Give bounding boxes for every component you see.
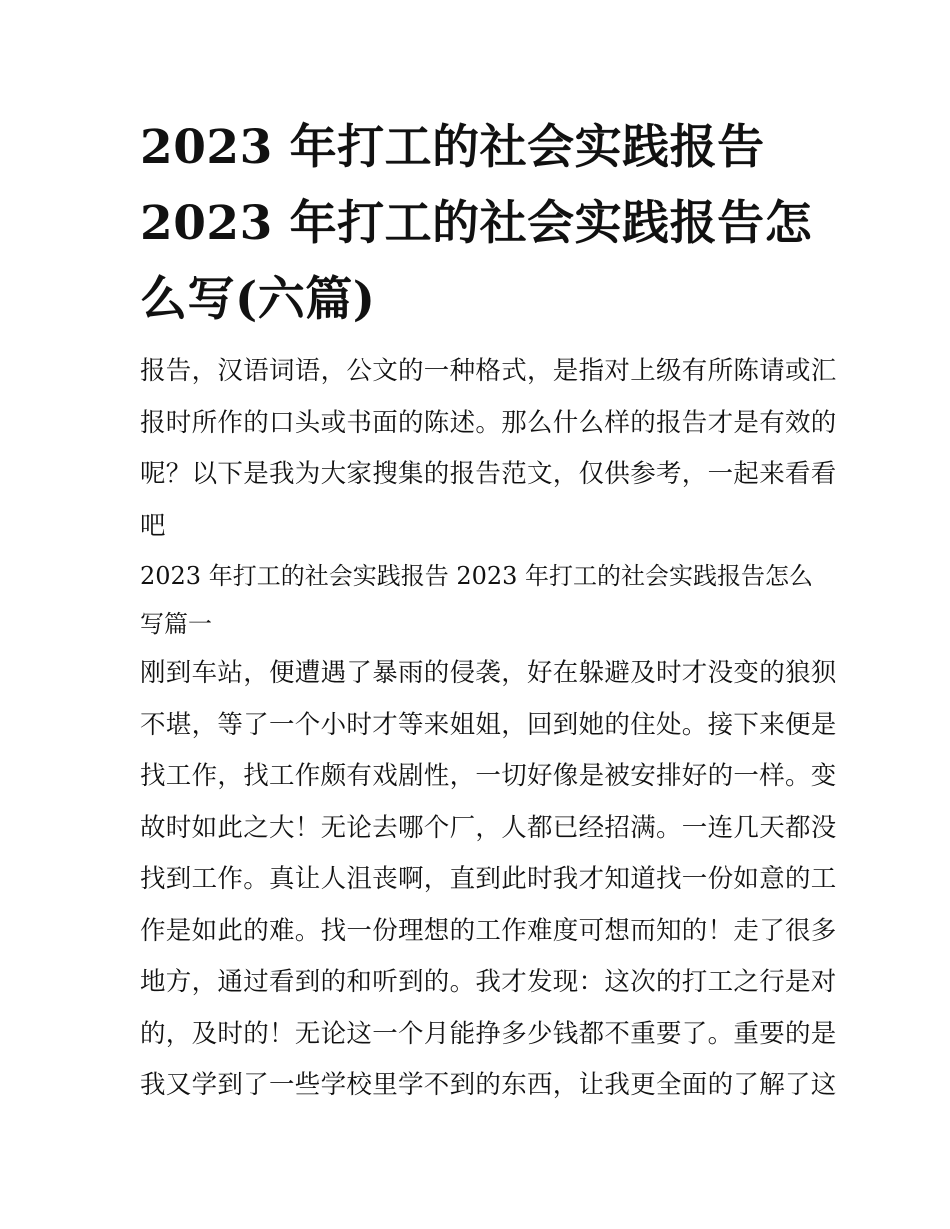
body-line: 找到工作。真让人沮丧啊，直到此时我才知道找一份如意的工 bbox=[140, 864, 837, 894]
title-line: 2023 年打工的社会实践报告 bbox=[140, 120, 765, 175]
body-paragraph bbox=[140, 648, 837, 1112]
intro-line: 吧 bbox=[140, 510, 166, 541]
intro-line: 呢？以下是我为大家搜集的报告范文，仅供参考，一起来看看 bbox=[140, 459, 837, 489]
section-heading-line: 2023 年打工的社会实践报告 2023 年打工的社会实践报告怎么 bbox=[140, 562, 814, 590]
section-heading bbox=[140, 552, 812, 648]
body-line: 刚到车站，便遭遇了暴雨的侵袭，好在躲避及时才没变的狼狈 bbox=[140, 658, 837, 688]
document-content bbox=[140, 110, 837, 1112]
title-line: 2023 年打工的社会实践报告怎 bbox=[140, 196, 813, 251]
body-line: 作是如此的难。找一份理想的工作难度可想而知的！走了很多 bbox=[140, 915, 837, 946]
body-line: 不堪，等了一个小时才等来姐姐，回到她的住处。接下来便是 bbox=[140, 709, 837, 740]
title-line: 么写(六篇) bbox=[140, 272, 376, 327]
body-line: 我又学到了一些学校里学不到的东西，让我更全面的了解了这 bbox=[140, 1070, 837, 1100]
body-line: 找工作，找工作颇有戏剧性，一切好像是被安排好的一样。变 bbox=[140, 761, 837, 791]
document-title bbox=[140, 110, 812, 338]
intro-line: 报时所作的口头或书面的陈述。那么什么样的报告才是有效的 bbox=[140, 407, 837, 438]
body-line: 故时如此之大！无论去哪个厂，人都已经招满。一连几天都没 bbox=[140, 812, 837, 843]
intro-paragraph bbox=[140, 346, 837, 552]
intro-line: 报告，汉语词语，公文的一种格式，是指对上级有所陈请或汇 bbox=[140, 356, 837, 386]
body-line: 的，及时的！无论这一个月能挣多少钱都不重要了。重要的是 bbox=[140, 1018, 837, 1049]
body-line: 地方，通过看到的和听到的。我才发现：这次的打工之行是对 bbox=[140, 967, 837, 997]
section-heading-line: 写篇一 bbox=[140, 610, 212, 638]
